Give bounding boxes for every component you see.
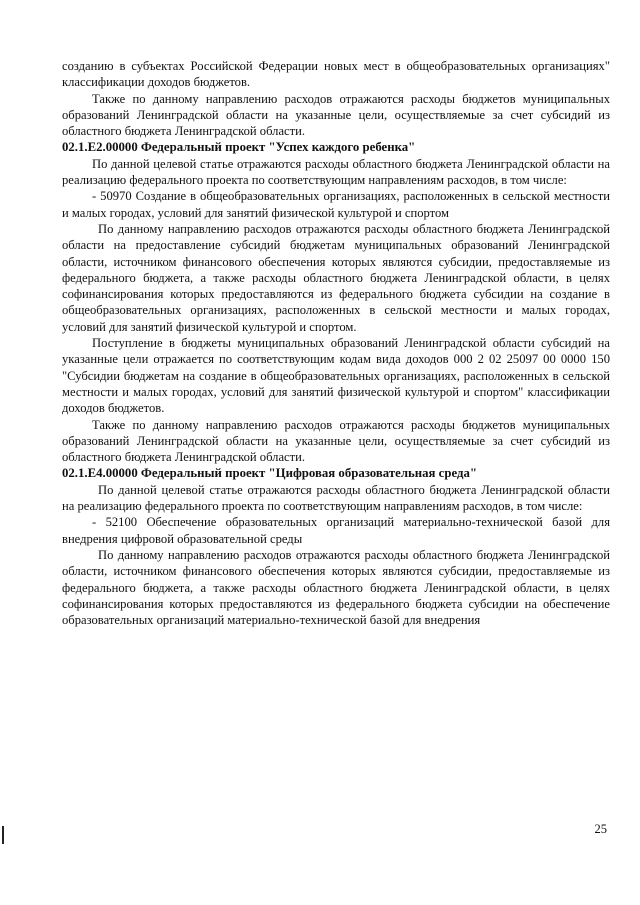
paragraph-continuation: созданию в субъектах Российской Федерации новых мест в общеобразовательных организациях" классификации доходов бюджетов. (62, 59, 610, 90)
paragraph-e2-municipal-also: Также по данному направлению расходов отражаются расходы бюджетов муниципальных образований Ленинградской области на указанные цели, осуществляемые за счет субсидий из областного бюджета Ленинградской области. (62, 417, 610, 465)
paragraph-e2-intro: По данной целевой статье отражаются расходы областного бюджета Ленинградской области на реализацию федерального проекта по соответствующим направлениям расходов, в том числе: (62, 156, 610, 188)
document-body (62, 58, 610, 628)
paragraph-e2-revenue: Поступление в бюджеты муниципальных образований Ленинградской области субсидий на указанные цели отражается по соответствующим кодам вида доходов 000 2 02 25097 00 0000 150 "Субсидии бюджетам на создание в общеобразовательных организациях, расположенных в сельской местности и малых городах, условий для занятий физической культурой и спортом" классификации доходов бюджетов. (62, 336, 610, 416)
paragraph-e2-item-50970: - 50970 Создание в общеобразовательных организациях, расположенных в сельской местности и малых городах, условий для занятий физической культурой и спортом (62, 189, 610, 220)
paragraph-e2-expenses: По данному направлению расходов отражаются расходы областного бюджета Ленинградской области на предоставление субсидий бюджетам муниципальных образований Ленинградской области, источником финансового обеспечения которых являются субсидии, предоставляемые из федерального бюджета, а также расходы областного бюджета Ленинградской области, в целях софинансирования которых предоставляются из федерального бюджета субсидии на создание в общеобразовательных организациях, расположенных в сельской местности и малых городах, условий для занятий физической культурой и спортом. (62, 221, 610, 334)
scan-edge-mark (2, 826, 4, 844)
section-heading-e4: 02.1.Е4.00000 Федеральный проект "Цифровая образовательная среда" (62, 466, 477, 481)
page-number: 25 (594, 822, 607, 836)
paragraph-e4-expenses: По данному направлению расходов отражаются расходы областного бюджета Ленинградской области, источником финансового обеспечения которых являются субсидии, предоставляемые из федерального бюджета, а также расходы областного бюджета Ленинградской области, в целях софинансирования которых предоставляются из федерального бюджета субсидии на обеспечение образовательных организаций материально-технической базой для внедрения (62, 547, 610, 628)
paragraph-municipal-also: Также по данному направлению расходов отражаются расходы бюджетов муниципальных образований Ленинградской области на указанные цели, осуществляемые за счет субсидий из областного бюджета Ленинградской области. (62, 91, 610, 139)
paragraph-e4-intro: По данной целевой статье отражаются расходы областного бюджета Ленинградской области на реализацию федерального проекта по соответствующим направлениям расходов, в том числе: (62, 482, 610, 514)
paragraph-e4-item-52100: - 52100 Обеспечение образовательных организаций материально-технической базой для внедрения цифровой образовательной среды (62, 515, 610, 546)
section-heading-e2: 02.1.Е2.00000 Федеральный проект "Успех каждого ребенка" (62, 140, 416, 155)
